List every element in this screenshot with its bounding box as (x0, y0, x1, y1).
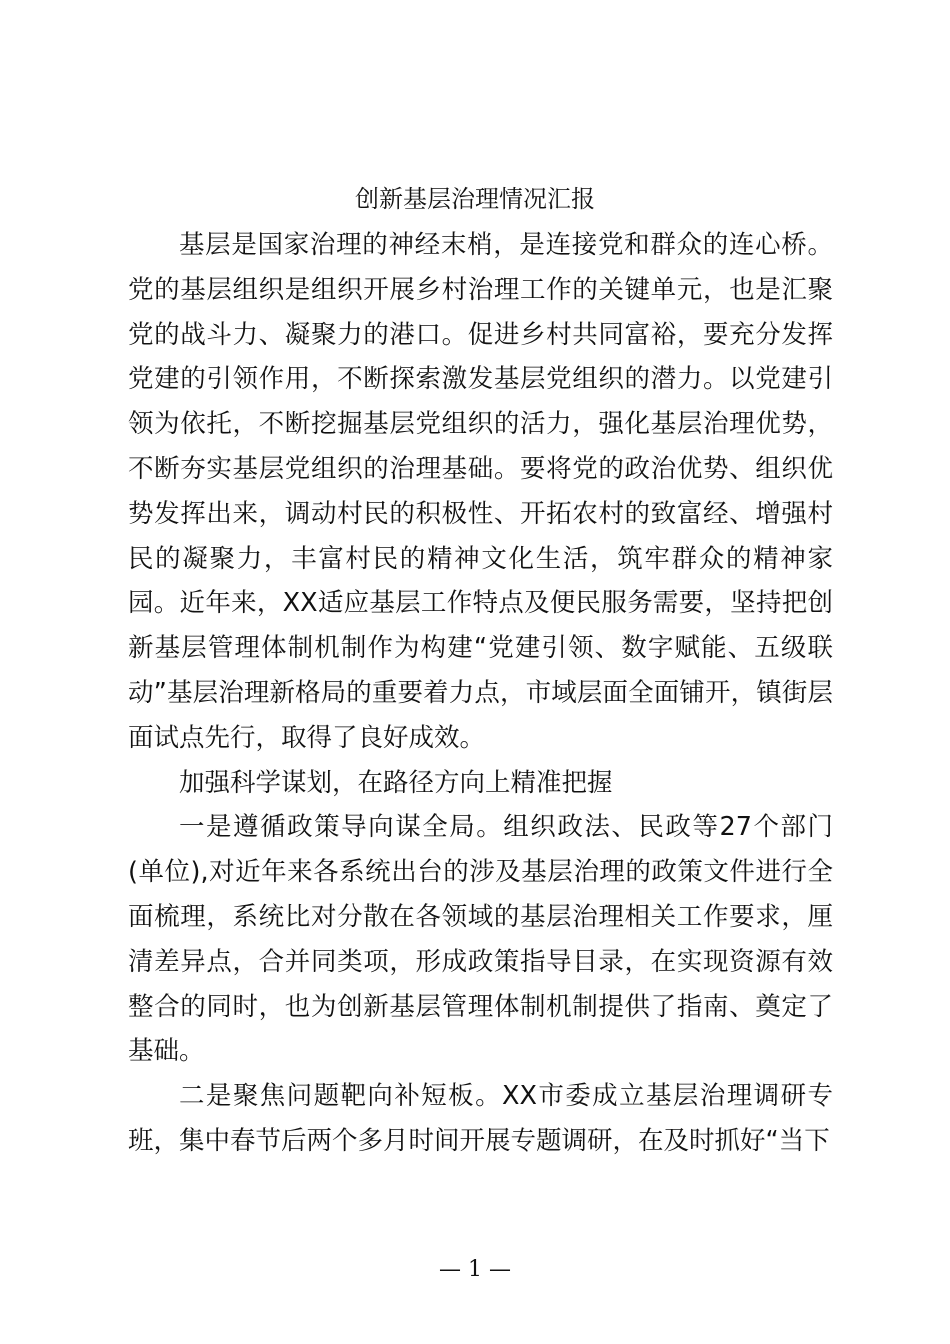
paragraph-intro: 基层是国家治理的神经末梢，是连接党和群众的连心桥。党的基层组织是组织开展乡村治理工作的关键单元，也是汇聚党的战斗力、凝聚力的港口。促进乡村共同富裕，要充分发挥党建的引领作用，不断探索激发基层党组织的潜力。以党建引领为依托，不断挖掘基层党组织的活力，强化基层治理优势，不断夯实基层党组织的治理基础。要将党的政治优势、组织优势发挥出来，调动村民的积极性、开拓农村的致富经、增强村民的凝聚力，丰富村民的精神文化生活，筑牢群众的精神家园。近年来，XX适应基层工作特点及便民服务需要，坚持把创新基层管理体制机制作为构建“党建引领、数字赋能、五级联动”基层治理新格局的重要着力点，市域层面全面铺开，镇街层面试点先行，取得了良好成效。 (128, 230, 833, 753)
section-heading: 加强科学谋划，在路径方向上精准把握 (179, 767, 613, 798)
document-body (128, 223, 833, 1164)
document-title: 创新基层治理情况汇报 (355, 185, 595, 213)
page-number: — 1 — (439, 1257, 511, 1282)
paragraph-point-one: 一是遵循政策导向谋全局。组织政法、民政等27个部门(单位),对近年来各系统出台的涉及基层治理的政策文件进行全面梳理，系统比对分散在各领域的基层治理相关工作要求，厘清差异点，合并同类项，形成政策指导目录，在实现资源有效整合的同时，也为创新基层管理体制机制提供了指南、奠定了基础。 (128, 812, 833, 1067)
paragraph-point-two: 二是聚焦问题靶向补短板。XX市委成立基层治理调研专班，集中春节后两个多月时间开展专题调研，在及时抓好“当下 (128, 1081, 833, 1156)
